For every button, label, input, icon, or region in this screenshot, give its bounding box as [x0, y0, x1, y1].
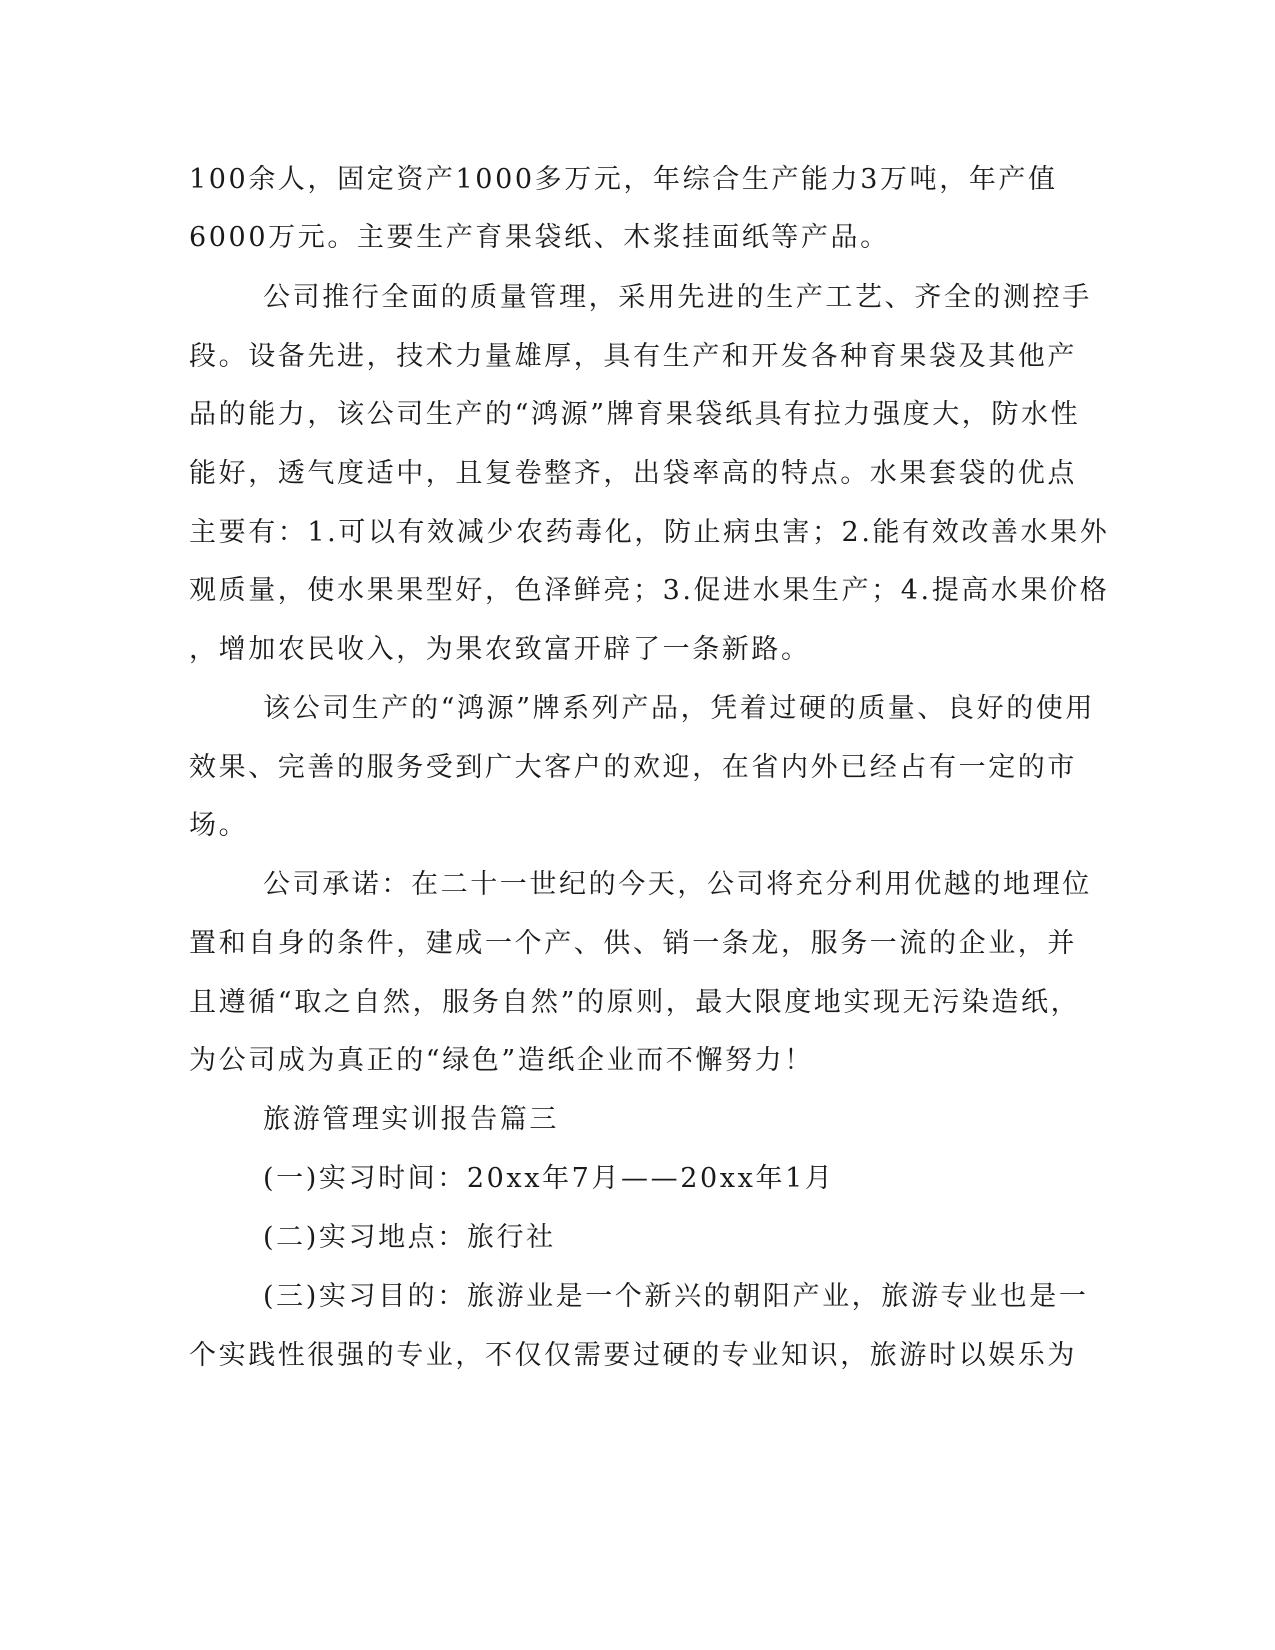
paragraph-start: 公司承诺：在二十一世纪的今天，公司将充分利用优越的地理位 [263, 869, 1092, 900]
text-line: 观质量，使水果果型好，色泽鲜亮；3.促进水果生产；4.提高水果价格 [189, 575, 1110, 606]
text-line: 置和自身的条件，建成一个产、供、销一条龙，服务一流的企业，并 [189, 928, 1077, 959]
text-line: 效果、完善的服务受到广大客户的欢迎，在省内外已经占有一定的市 [189, 752, 1077, 783]
paragraph-start: 公司推行全面的质量管理，采用先进的生产工艺、齐全的测控手 [263, 282, 1092, 313]
text-line: 为公司成为真正的“绿色”造纸企业而不懈努力！ [189, 1045, 814, 1076]
list-item: (一)实习时间：20xx年7月——20xx年1月 [263, 1163, 835, 1194]
text-line: 100余人，固定资产1000多万元，年综合生产能力3万吨，年产值 [189, 164, 1058, 195]
text-line: 能好，透气度适中，且复卷整齐，出袋率高的特点。水果套袋的优点 [189, 458, 1077, 489]
text-line: 且遵循“取之自然，服务自然”的原则，最大限度地实现无污染造纸， [189, 987, 1081, 1018]
text-line: 6000万元。主要生产育果袋纸、木浆挂面纸等产品。 [189, 222, 890, 253]
section-heading: 旅游管理实训报告篇三 [263, 1104, 559, 1135]
list-item: (二)实习地点：旅行社 [263, 1222, 556, 1253]
text-line: 品的能力，该公司生产的“鸿源”牌育果袋纸具有拉力强度大，防水性 [189, 399, 1081, 430]
text-line: 段。设备先进，技术力量雄厚，具有生产和开发各种育果袋及其他产 [189, 341, 1077, 372]
text-line: 场。 [189, 810, 249, 841]
text-line: 个实践性很强的专业，不仅仅需要过硬的专业知识，旅游时以娱乐为 [189, 1340, 1077, 1371]
paragraph-start: 该公司生产的“鸿源”牌系列产品，凭着过硬的质量、良好的使用 [263, 693, 1096, 724]
text-line: ，增加农民收入，为果农致富开辟了一条新路。 [189, 634, 811, 665]
text-line: 主要有：1.可以有效减少农药毒化，防止病虫害；2.能有效改善水果外 [189, 517, 1110, 548]
list-item: (三)实习目的：旅游业是一个新兴的朝阳产业，旅游专业也是一 [263, 1281, 1089, 1312]
